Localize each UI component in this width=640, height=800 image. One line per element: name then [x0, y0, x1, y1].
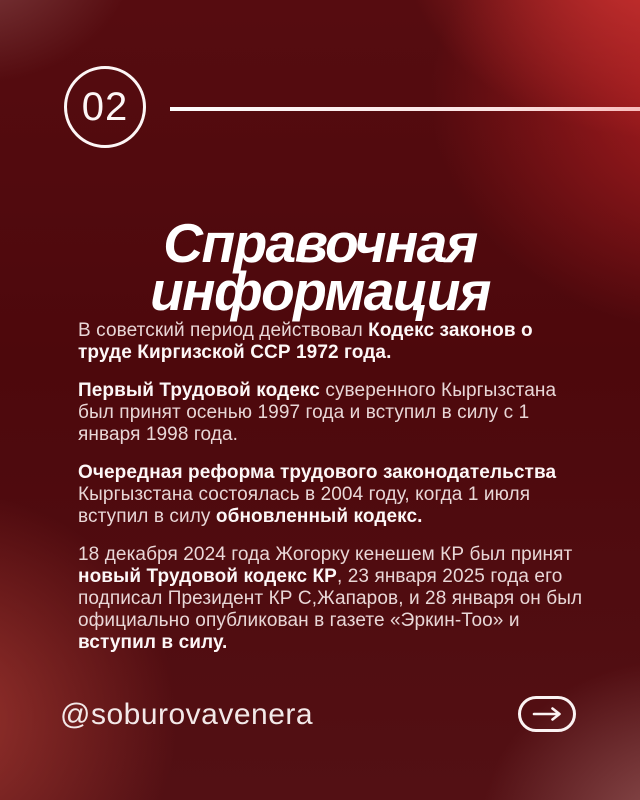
page-title-line1: Справочная: [163, 211, 477, 274]
next-arrow-button[interactable]: [518, 696, 576, 732]
paragraph-first-code: [78, 380, 586, 446]
paragraph-reform-2004: [78, 462, 586, 528]
paragraph-new-code-2024: [78, 544, 586, 654]
text-segment-bold: Кодекс законов о труде Киргизской ССР 1972 года.: [78, 320, 533, 363]
arrow-right-icon: [531, 706, 563, 722]
text-segment-bold: вступил в силу.: [78, 632, 228, 653]
text-segment-bold: новый Трудовой кодекс КР: [78, 566, 337, 587]
text-segment: Кыргызстана состоялась в 2004 году, когда 1 июля вступил в силу: [78, 484, 531, 527]
paragraph-soviet-period: [78, 320, 586, 364]
text-segment: суверенного Кыргызстана был принят осенью 1997 года и вступил в силу с 1 января 1998 года.: [78, 380, 557, 445]
text-segment-bold: Первый Трудовой кодекс: [78, 380, 320, 401]
page-title-line2: информация: [150, 259, 490, 322]
text-segment: 18 декабря 2024 года Жогорку кенешем КР был принят: [78, 544, 573, 565]
text-segment-bold: обновленный кодекс.: [215, 506, 423, 527]
slide-number-badge: [64, 66, 146, 148]
body-text: [78, 320, 586, 670]
text-segment-bold: Очередная реформа трудового законодательства: [78, 462, 557, 483]
page-title: [0, 211, 640, 322]
text-segment: В советский период действовал: [78, 320, 369, 341]
account-handle: @soburovavenera: [60, 698, 314, 731]
slide-number: 02: [81, 85, 129, 129]
divider-line: [170, 107, 640, 111]
text-segment: , 23 января 2025 года его подписал Президент КР С,Жапаров, и 28 января он был официально опубликован в газете «Эркин-Тоо» и: [78, 566, 583, 631]
